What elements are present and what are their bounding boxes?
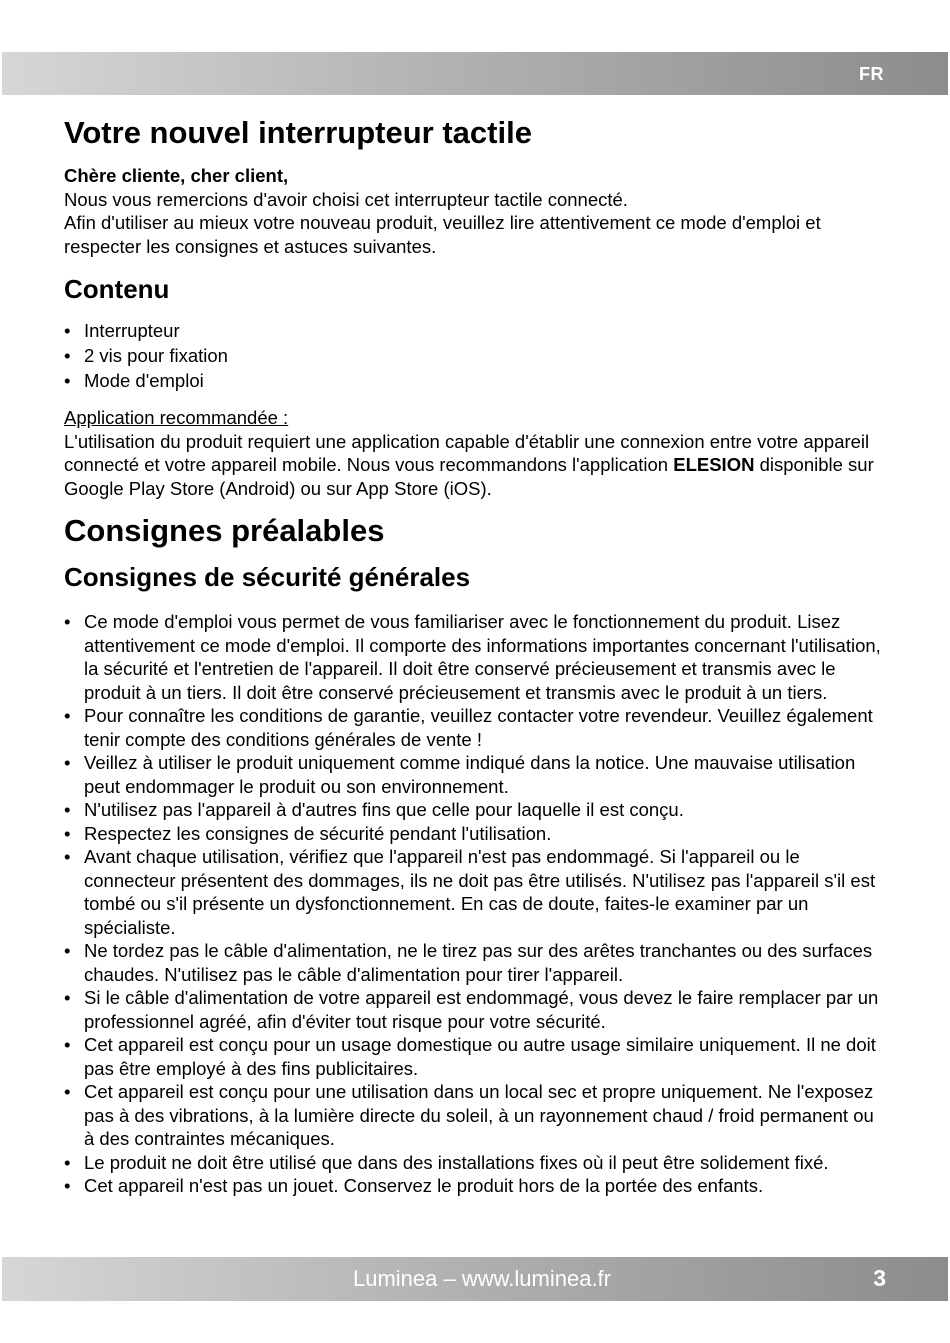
list-item: • Ce mode d'emploi vous permet de vous familiariser avec le fonctionnement du produit. Lisez attentivement ce mode d'emploi. Il comporte des informations importantes concernant l'utilisation, la sécurité et l'entretien de l'appareil. Il doit être conservé précieusement et transmis avec le produit à un tiers. Il doit être conservé précieusement et transmis avec le produit à un tiers. (64, 611, 881, 703)
bullet-icon: • (64, 1034, 71, 1055)
contents-list (64, 318, 884, 393)
list-item: • Pour connaître les conditions de garantie, veuillez contacter votre revendeur. Veuillez également tenir compte des conditions générales de vente ! (64, 705, 873, 750)
list-item: • Mode d'emploi (64, 370, 204, 391)
list-item: • Cet appareil est conçu pour un usage domestique ou autre usage similaire uniquement. Il ne doit pas être employé à des fins publicitaires. (64, 1034, 876, 1079)
list-item: • Veillez à utiliser le produit uniquement comme indiqué dans la notice. Une mauvaise utilisation peut endommager le produit ou son environnement. (64, 752, 856, 797)
list-item: • Le produit ne doit être utilisé que dans des installations fixes où il peut être solidement fixé. (64, 1151, 829, 1173)
bullet-icon: • (64, 1151, 71, 1173)
safety-list (64, 610, 884, 1198)
app-heading: Application recommandée : (64, 407, 289, 428)
list-item: • Respectez les consignes de sécurité pendant l'utilisation. (64, 822, 552, 844)
bullet-icon: • (64, 799, 71, 820)
header-band (2, 52, 948, 95)
list-item: • 2 vis pour fixation (64, 345, 228, 366)
bullet-icon: • (64, 320, 71, 341)
app-description: L'utilisation du produit requiert une application capable d'établir une connexion entre votre appareil connecté et votre appareil mobile. Nous vous recommandons l'application ELESION disponible sur Google Play Store (Android) ou sur App Store (iOS). (64, 430, 874, 499)
bullet-icon: • (64, 1081, 71, 1102)
bullet-icon: • (64, 752, 71, 773)
intro-line-1: Nous vous remercions d'avoir choisi cet interrupteur tactile connecté. (64, 188, 628, 210)
app-name: ELESION (673, 454, 755, 475)
contents-title: Contenu (64, 274, 170, 304)
footer-band (2, 1257, 948, 1301)
footer-site: Luminea – www.luminea.fr (352, 1266, 611, 1291)
bullet-icon: • (64, 987, 71, 1008)
bullet-icon: • (64, 611, 71, 632)
page-number: 3 (873, 1265, 886, 1291)
list-item: • Ne tordez pas le câble d'alimentation, ne le tirez pas sur des arêtes tranchantes ou des surfaces chaudes. N'utilisez pas le câble d'alimentation pour tirer l'appareil. (64, 940, 873, 985)
list-item: • N'utilisez pas l'appareil à d'autres fins que celle pour laquelle il est conçu. (64, 799, 684, 820)
precautions-title: Consignes préalables (64, 513, 385, 548)
bullet-icon: • (64, 846, 71, 867)
list-item: • Cet appareil est conçu pour une utilisation dans un local sec et propre uniquement. Ne l'exposez pas à des vibrations, à la lumière directe du soleil, à un rayonnement chaud / froid permanent ou à des contraintes mécaniques. (64, 1081, 874, 1149)
list-item: • Avant chaque utilisation, vérifiez que l'appareil n'est pas endommagé. Si l'appareil ou le connecteur présentent des dommages, ils ne doit pas être utilisés. N'utilisez pas l'appareil s'il est tombé ou s'il présente un dysfonctionnement. En cas de doute, faites-le examiner par un spécialiste. (64, 846, 876, 938)
list-item: • Interrupteur (64, 320, 180, 341)
bullet-icon: • (64, 822, 71, 844)
greeting: Chère cliente, cher client, (64, 165, 289, 186)
intro-line-2: Afin d'utiliser au mieux votre nouveau produit, veuillez lire attentivement ce mode d'emploi et respecter les consignes et astuces suivantes. (64, 212, 821, 257)
list-item: • Cet appareil n'est pas un jouet. Conservez le produit hors de la portée des enfants. (64, 1175, 764, 1196)
bullet-icon: • (64, 705, 71, 726)
page-title: Votre nouvel interrupteur tactile (64, 115, 532, 150)
page-content (64, 112, 884, 1198)
bullet-icon: • (64, 940, 71, 961)
bullet-icon: • (64, 1175, 71, 1196)
language-label: FR (859, 64, 884, 84)
list-item: • Si le câble d'alimentation de votre appareil est endommagé, vous devez le faire remplacer par un professionnel agréé, afin d'éviter tout risque pour votre sécurité. (64, 987, 879, 1032)
safety-subtitle: Consignes de sécurité générales (64, 562, 471, 592)
bullet-icon: • (64, 345, 71, 366)
bullet-icon: • (64, 370, 71, 391)
